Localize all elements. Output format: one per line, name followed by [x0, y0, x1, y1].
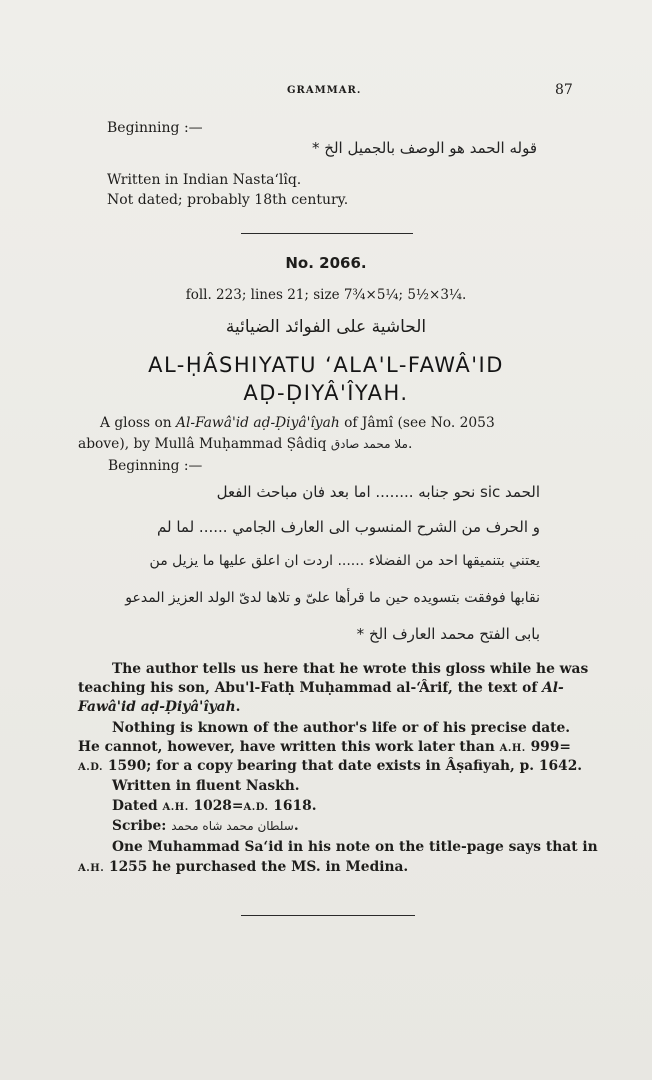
beginning-arabic-line-1: الحمد sic نحو جنابه ........ اما بعد فان مباحث الفعل: [216, 483, 540, 501]
dated-line: Dated A.H. 1028=A.D. 1618.: [112, 798, 317, 814]
gloss-line-1: A gloss on Al-Fawâ'id aḍ-Ḍiyâ'îyah of Jâmî (see No. 2053: [100, 415, 495, 431]
author-name-arabic: ملا محمد صادق: [330, 437, 408, 451]
running-head: [0, 82, 652, 102]
date-para-line-1: Nothing is known of the author's life or of his precise date.: [112, 720, 571, 736]
beginning-label: Beginning :—: [108, 458, 203, 474]
prev-script-note: Written in Indian Nasta‘lîq.: [107, 172, 302, 188]
scribe-line: Scribe: سلطان محمد شاه محمد.: [112, 818, 299, 834]
gloss-line-2: above), by Mullâ Muḥammad Ṣâdiq ملا محمد صادق.: [78, 436, 413, 452]
entry-number: No. 2066.: [285, 254, 367, 272]
author-para-line-1: The author tells us here that he wrote this gloss while he was: [112, 661, 589, 677]
author-para-line-3: Fawâ'id aḍ-Ḍiyâ'îyah.: [78, 699, 241, 715]
work-title: Al-Fawâ'id aḍ-Ḍiyâ'îyah: [176, 415, 340, 431]
prev-beginning-arabic: قوله الحمد هو الوصف بالجميل الخ *: [312, 139, 537, 157]
author-para-line-2: teaching his son, Abu'l-Fatḥ Muḥammad al-‘Ârif, the text of Al-: [78, 680, 564, 696]
beginning-arabic-line-2: و الحرف من الشرح المنسوب الى العارف الجامي ...... لما لم: [157, 518, 540, 536]
date-para-line-3: A.D. 1590; for a copy bearing that date exists in Âṣafiyah, p. 1642.: [78, 758, 583, 774]
entry-divider-bottom: [241, 915, 415, 916]
entry-divider-top: [241, 233, 413, 234]
format-line: foll. 223; lines 21; size 7¾×5¼; 5½×3¼.: [185, 287, 467, 303]
purchase-para-line-2: A.H. 1255 he purchased the MS. in Medina.: [78, 859, 409, 875]
beginning-arabic-line-4: نقابها فوفقت بتسويده حين ما قرأها علىّ و تلاها لدىّ الولد العزيز المدعو: [125, 590, 540, 606]
prev-date-note: Not dated; probably 18th century.: [107, 192, 349, 208]
beginning-arabic-line-3: يعتني بتنميقها احد من الفضلاء ...... اردت ان اعلق عليها ما يزيل من: [149, 553, 540, 569]
script-line: Written in fluent Naskh.: [112, 778, 300, 794]
date-para-line-2: He cannot, however, have written this work later than A.H. 999=: [78, 739, 571, 755]
beginning-arabic-line-5: بابى الفتح محمد العارف الخ *: [356, 625, 540, 643]
section-name: GRAMMAR.: [287, 85, 362, 96]
page-number: 87: [555, 82, 573, 98]
title-english-line1: AL-ḤÂSHIYATU ‘ALA'L-FAWÂ'ID: [148, 353, 504, 377]
purchase-para-line-1: One Muhammad Sa‘id in his note on the title-page says that in: [112, 839, 598, 855]
title-arabic: الحاشية على الفوائد الضيائية: [225, 317, 427, 337]
scribe-name-arabic: سلطان محمد شاه محمد: [171, 819, 294, 833]
prev-beginning-label: Beginning :—: [107, 120, 203, 136]
title-english-line2: AḌ-ḌIYÂ'ÎYAH.: [243, 381, 409, 405]
